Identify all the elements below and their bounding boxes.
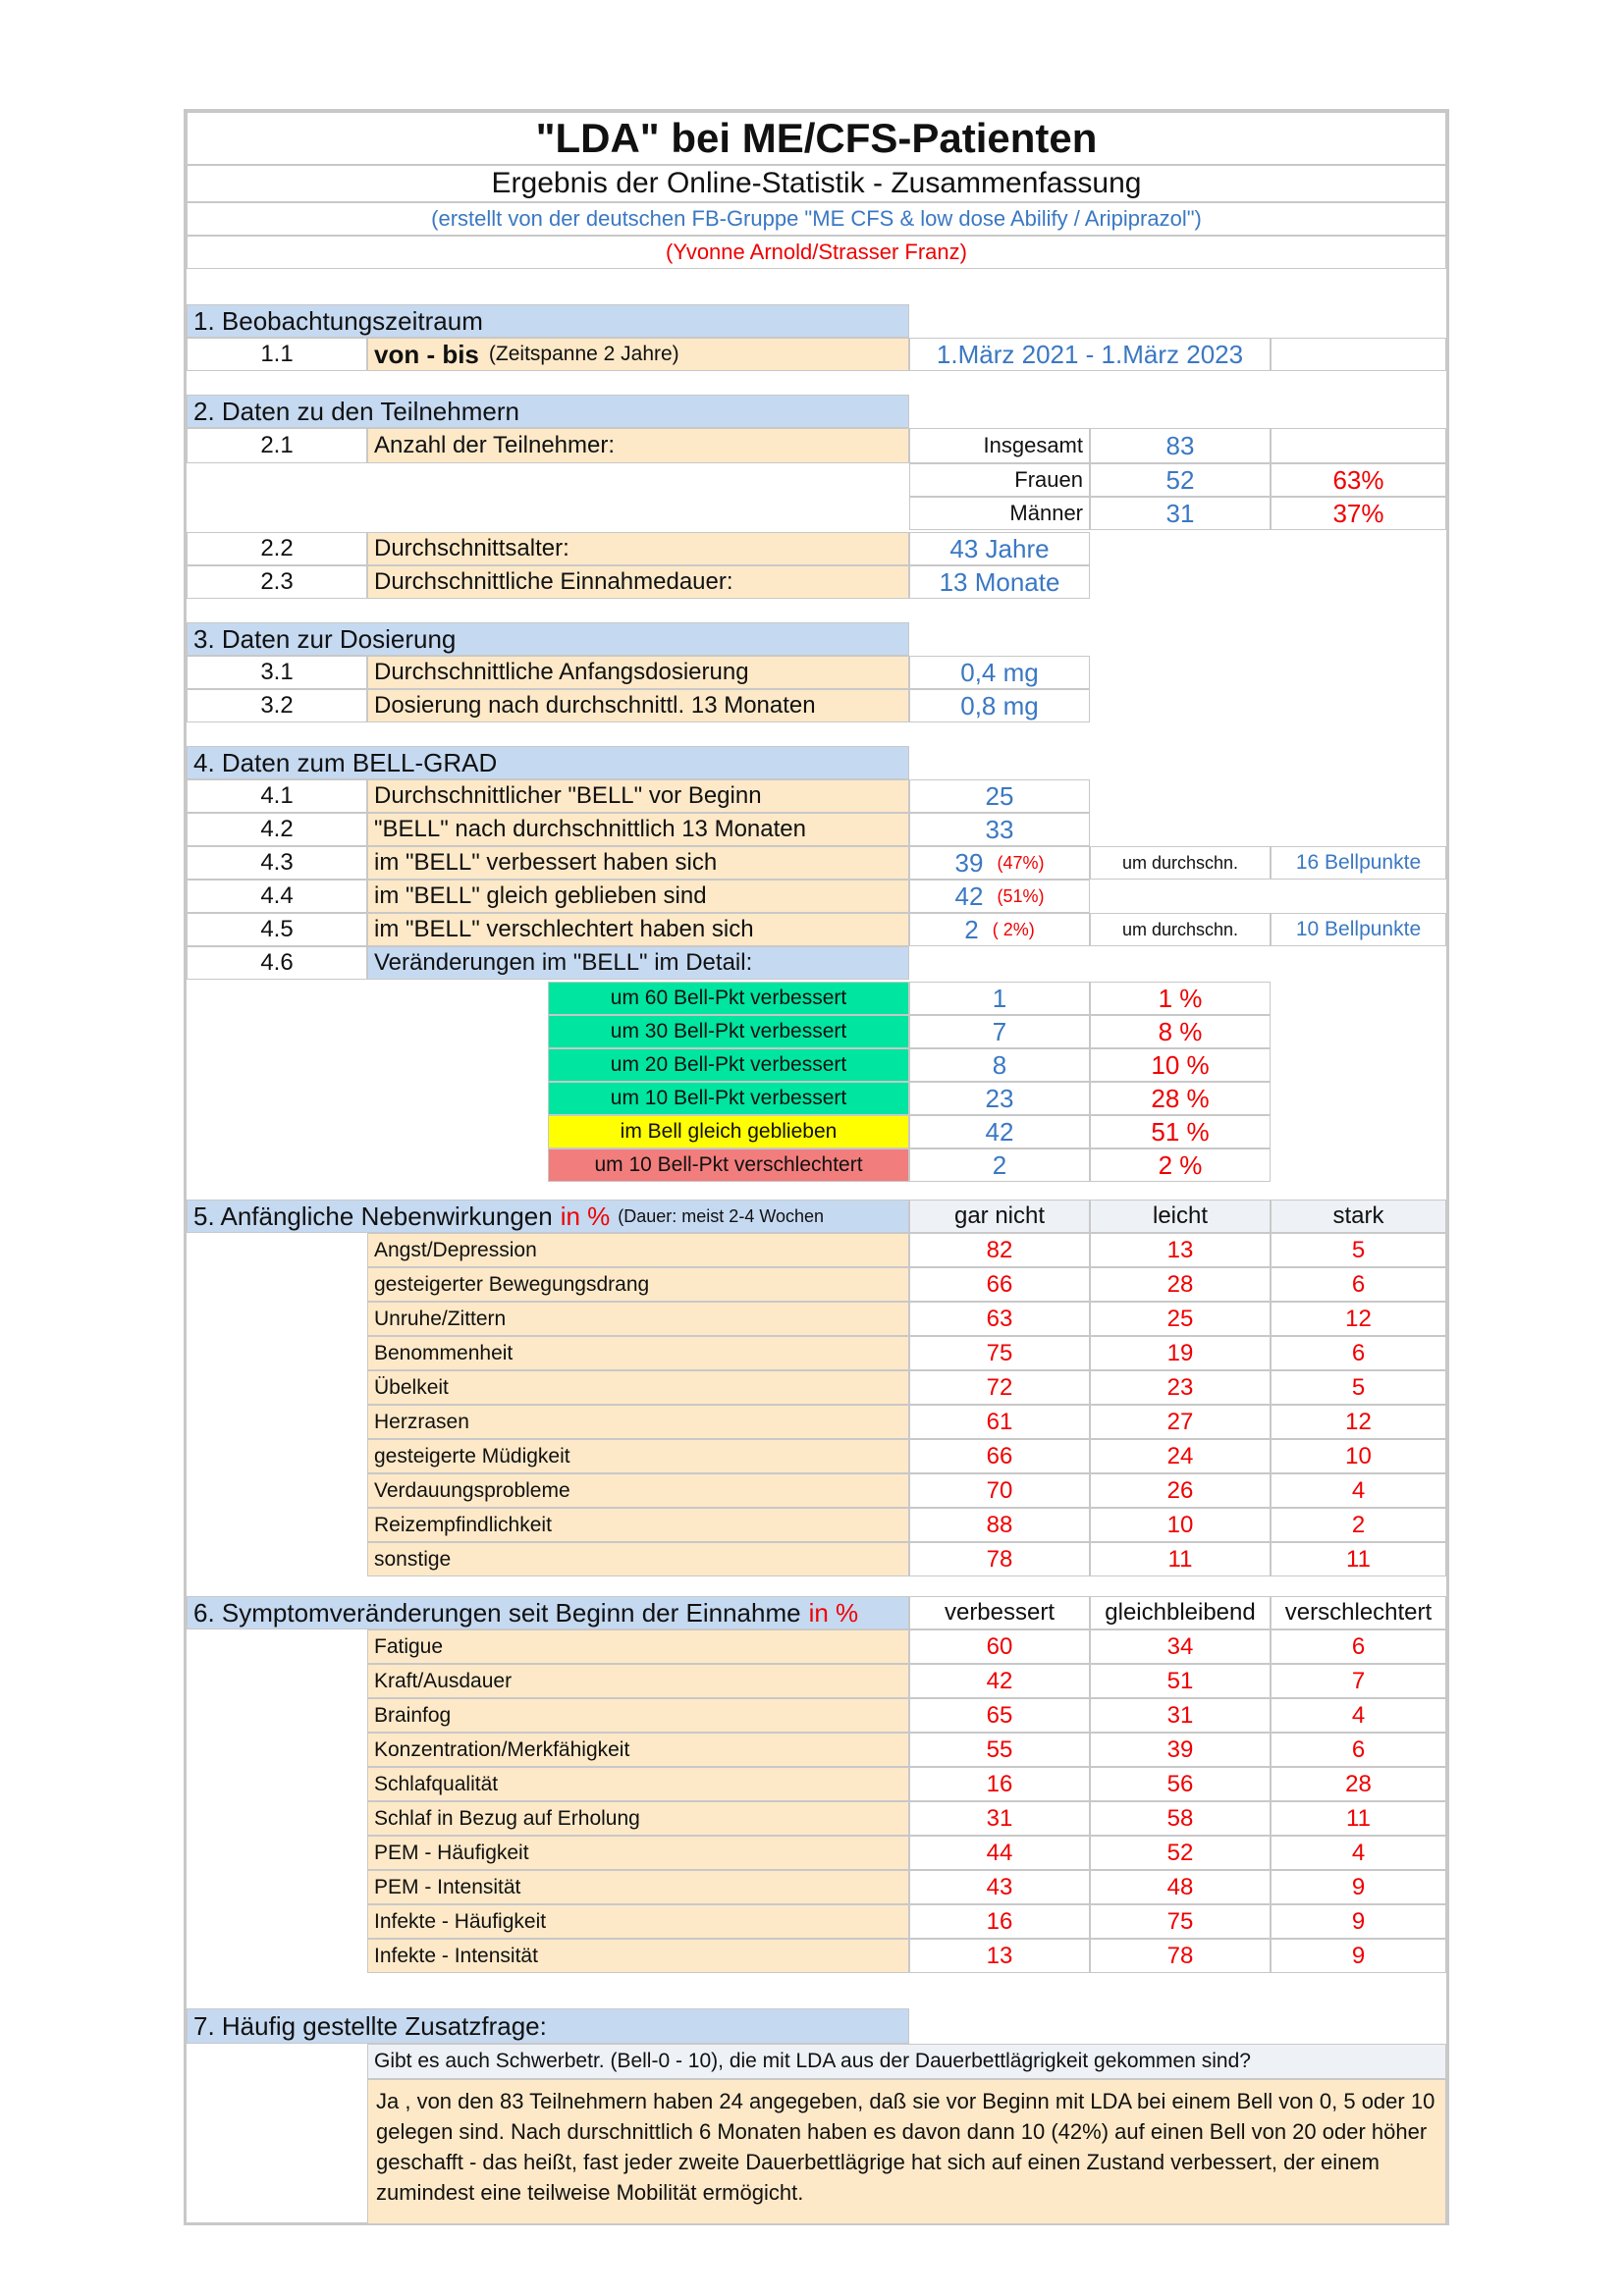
section-6-title-pct: in % — [808, 1597, 859, 1628]
side-effect-row-value: 10 — [1090, 1508, 1271, 1542]
side-effect-row-label: Unruhe/Zittern — [367, 1302, 909, 1336]
s4-row-num: 4.4 — [187, 880, 367, 913]
s3-r1-label: Durchschnittliche Anfangsdosierung — [367, 656, 909, 689]
symptom-row-label: PEM - Häufigkeit — [367, 1836, 909, 1870]
side-effect-row-label: Übelkeit — [367, 1370, 909, 1405]
side-effect-row-label: Verdauungsprobleme — [367, 1473, 909, 1508]
s4-row-label: "BELL" nach durchschnittlich 13 Monaten — [367, 813, 909, 846]
bell-detail-label: um 20 Bell-Pkt verbessert — [548, 1048, 909, 1082]
side-effect-row-value: 6 — [1271, 1267, 1446, 1302]
symptom-row-value: 6 — [1271, 1629, 1446, 1664]
s4-row-value-cell — [909, 846, 1090, 880]
summary-sheet — [184, 109, 1449, 2225]
s3-r1-value: 0,4 mg — [909, 656, 1090, 689]
s4-row-extra: um durchschn. — [1090, 913, 1271, 946]
symptom-row-value: 31 — [1090, 1698, 1271, 1733]
symptom-row-value: 16 — [909, 1904, 1090, 1939]
side-effect-row-value: 13 — [1090, 1233, 1271, 1267]
bell-detail-pct: 2 % — [1090, 1148, 1271, 1182]
symptom-row-value: 28 — [1271, 1767, 1446, 1801]
s3-r2-label: Dosierung nach durchschnittl. 13 Monaten — [367, 689, 909, 722]
side-effect-row-label: Angst/Depression — [367, 1233, 909, 1267]
bell-detail-pct: 8 % — [1090, 1015, 1271, 1048]
symptom-row-value: 65 — [909, 1698, 1090, 1733]
symptom-row-value: 9 — [1271, 1870, 1446, 1904]
symptom-row-value: 42 — [909, 1664, 1090, 1698]
symptom-row-value: 16 — [909, 1767, 1090, 1801]
side-effect-row-value: 88 — [909, 1508, 1090, 1542]
symptom-row-value: 56 — [1090, 1767, 1271, 1801]
s1-note: (Zeitspanne 2 Jahre) — [488, 343, 679, 365]
s1-label-text: von - bis — [374, 339, 479, 369]
bell-detail-pct: 51 % — [1090, 1115, 1271, 1148]
symptom-row-value: 7 — [1271, 1664, 1446, 1698]
men-value: 31 — [1090, 497, 1271, 530]
s4-row-extra-value: 10 Bellpunkte — [1271, 913, 1446, 946]
symptom-row-label: PEM - Intensität — [367, 1870, 909, 1904]
side-effect-row-value: 25 — [1090, 1302, 1271, 1336]
section-3-title: 3. Daten zur Dosierung — [187, 622, 909, 656]
side-effect-row-value: 66 — [909, 1267, 1090, 1302]
s4-row-pct: (51%) — [997, 885, 1045, 906]
side-effect-row-label: gesteigerter Bewegungsdrang — [367, 1267, 909, 1302]
men-label: Männer — [909, 497, 1090, 530]
section-4-title: 4. Daten zum BELL-GRAD — [187, 746, 909, 779]
s4-row-num: 4.3 — [187, 846, 367, 880]
s4-row-value-cell — [909, 913, 1090, 946]
symptom-row-value: 55 — [909, 1733, 1090, 1767]
symptom-row-label: Schlaf in Bezug auf Erholung — [367, 1801, 909, 1836]
side-effect-row-value: 26 — [1090, 1473, 1271, 1508]
side-effect-row-value: 12 — [1271, 1302, 1446, 1336]
s1-num: 1.1 — [187, 338, 367, 371]
symptom-row-label: Brainfog — [367, 1698, 909, 1733]
bell-detail-label: um 30 Bell-Pkt verbessert — [548, 1015, 909, 1048]
s1-value: 1.März 2021 - 1.März 2023 — [909, 338, 1271, 371]
symptom-row-value: 60 — [909, 1629, 1090, 1664]
total-empty — [1271, 428, 1446, 463]
section-6-title-cell — [187, 1596, 909, 1629]
s4-row-extra-value: 16 Bellpunkte — [1271, 846, 1446, 880]
s2-r3-num: 2.3 — [187, 565, 367, 599]
s4-row-label: im "BELL" verschlechtert haben sich — [367, 913, 909, 946]
men-pct: 37% — [1271, 497, 1446, 530]
s4-row-num: 4.2 — [187, 813, 367, 846]
s6-col-header: verschlechtert — [1271, 1596, 1446, 1629]
authors-line: (Yvonne Arnold/Strasser Franz) — [187, 236, 1446, 269]
page-subtitle: Ergebnis der Online-Statistik - Zusammenfassung — [187, 165, 1446, 202]
s4-row-extra: um durchschn. — [1090, 846, 1271, 880]
bell-detail-pct: 1 % — [1090, 982, 1271, 1015]
s4-row-value-cell — [909, 880, 1090, 913]
bell-detail-value: 7 — [909, 1015, 1090, 1048]
bell-detail-pct: 28 % — [1090, 1082, 1271, 1115]
side-effect-row-value: 5 — [1271, 1233, 1446, 1267]
symptom-row-value: 39 — [1090, 1733, 1271, 1767]
symptom-row-value: 48 — [1090, 1870, 1271, 1904]
side-effect-row-value: 11 — [1090, 1542, 1271, 1576]
s2-r1-num: 2.1 — [187, 428, 367, 463]
bell-detail-label: um 10 Bell-Pkt verbessert — [548, 1082, 909, 1115]
credit-line: (erstellt von der deutschen FB-Gruppe "ME CFS & low dose Abilify / Aripiprazol") — [187, 202, 1446, 236]
symptom-row-value: 31 — [909, 1801, 1090, 1836]
total-value: 83 — [1090, 428, 1271, 463]
s4-row-num: 4.1 — [187, 779, 367, 813]
side-effect-row-label: sonstige — [367, 1542, 909, 1576]
women-value: 52 — [1090, 463, 1271, 497]
s4-row-value: 2 — [964, 914, 979, 944]
bell-detail-label: im Bell gleich geblieben — [548, 1115, 909, 1148]
section-5-title: 5. Anfängliche Nebenwirkungen — [193, 1201, 553, 1231]
s4-row-label: im "BELL" verbessert haben sich — [367, 846, 909, 880]
s4-row-label: im "BELL" gleich geblieben sind — [367, 880, 909, 913]
s5-col-header: leicht — [1090, 1200, 1271, 1233]
side-effect-row-value: 78 — [909, 1542, 1090, 1576]
s4-row-value: 33 — [909, 813, 1090, 846]
section-2-title: 2. Daten zu den Teilnehmern — [187, 395, 909, 428]
page-title: "LDA" bei ME/CFS-Patienten — [187, 112, 1446, 165]
symptom-row-label: Konzentration/Merkfähigkeit — [367, 1733, 909, 1767]
side-effect-row-value: 28 — [1090, 1267, 1271, 1302]
s2-r3-label: Durchschnittliche Einnahmedauer: — [367, 565, 909, 599]
faq-question: Gibt es auch Schwerbetr. (Bell-0 - 10), die mit LDA aus der Dauerbettlägrigkeit gekommen sind? — [367, 2044, 1446, 2079]
side-effect-row-label: Benommenheit — [367, 1336, 909, 1370]
s2-r2-label: Durchschnittsalter: — [367, 532, 909, 565]
side-effect-row-value: 6 — [1271, 1336, 1446, 1370]
side-effect-row-value: 61 — [909, 1405, 1090, 1439]
s4-row-value: 42 — [954, 881, 984, 911]
s2-r3-value: 13 Monate — [909, 565, 1090, 599]
symptom-row-label: Fatigue — [367, 1629, 909, 1664]
symptom-row-value: 6 — [1271, 1733, 1446, 1767]
side-effect-row-value: 82 — [909, 1233, 1090, 1267]
side-effect-row-value: 23 — [1090, 1370, 1271, 1405]
side-effect-row-value: 70 — [909, 1473, 1090, 1508]
s6-col-header: gleichbleibend — [1090, 1596, 1271, 1629]
total-label: Insgesamt — [909, 428, 1090, 463]
symptom-row-label: Infekte - Intensität — [367, 1939, 909, 1973]
side-effect-row-value: 19 — [1090, 1336, 1271, 1370]
s1-label — [367, 338, 909, 371]
side-effect-row-value: 5 — [1271, 1370, 1446, 1405]
side-effect-row-value: 66 — [909, 1439, 1090, 1473]
side-effect-row-label: Herzrasen — [367, 1405, 909, 1439]
symptom-row-value: 4 — [1271, 1698, 1446, 1733]
s2-r2-value: 43 Jahre — [909, 532, 1090, 565]
side-effect-row-value: 11 — [1271, 1542, 1446, 1576]
symptom-row-value: 75 — [1090, 1904, 1271, 1939]
symptom-row-value: 44 — [909, 1836, 1090, 1870]
s3-r2-num: 3.2 — [187, 689, 367, 722]
s3-r2-value: 0,8 mg — [909, 689, 1090, 722]
s4-row-pct: (47%) — [997, 852, 1045, 873]
side-effect-row-value: 4 — [1271, 1473, 1446, 1508]
section-5-title-pct: in % — [560, 1201, 611, 1231]
women-label: Frauen — [909, 463, 1090, 497]
s2-r1-label: Anzahl der Teilnehmer: — [367, 428, 909, 463]
symptom-row-label: Schlafqualität — [367, 1767, 909, 1801]
s5-col-header: gar nicht — [909, 1200, 1090, 1233]
bell-detail-value: 8 — [909, 1048, 1090, 1082]
bell-detail-label: um 10 Bell-Pkt verschlechtert — [548, 1148, 909, 1182]
women-pct: 63% — [1271, 463, 1446, 497]
symptom-row-label: Kraft/Ausdauer — [367, 1664, 909, 1698]
section-7-title: 7. Häufig gestellte Zusatzfrage: — [187, 2008, 909, 2044]
s6-col-header: verbessert — [909, 1596, 1090, 1629]
bell-detail-value: 2 — [909, 1148, 1090, 1182]
s2-r2-num: 2.2 — [187, 532, 367, 565]
side-effect-row-label: gesteigerte Müdigkeit — [367, 1439, 909, 1473]
s4-row-num: 4.6 — [187, 946, 367, 980]
side-effect-row-value: 27 — [1090, 1405, 1271, 1439]
section-5-title-cell — [187, 1200, 909, 1233]
s3-r1-num: 3.1 — [187, 656, 367, 689]
symptom-row-value: 13 — [909, 1939, 1090, 1973]
symptom-row-value: 34 — [1090, 1629, 1271, 1664]
symptom-row-value: 58 — [1090, 1801, 1271, 1836]
side-effect-row-value: 24 — [1090, 1439, 1271, 1473]
side-effect-row-value: 12 — [1271, 1405, 1446, 1439]
side-effect-row-value: 72 — [909, 1370, 1090, 1405]
bell-detail-value: 42 — [909, 1115, 1090, 1148]
symptom-row-value: 11 — [1271, 1801, 1446, 1836]
side-effect-row-value: 10 — [1271, 1439, 1446, 1473]
symptom-row-value: 9 — [1271, 1904, 1446, 1939]
faq-answer: Ja , von den 83 Teilnehmern haben 24 angegeben, daß sie vor Beginn mit LDA bei einem Bell von 0, 5 oder 10 gelegen sind. Nach durschnittlich 6 Monaten haben es davon dann 10 (42%) auf einen Bell von 20 oder höher geschafft - das heißt, fast jeder zweite Dauerbettlägrige hat sich auf einen Zustand verbessert, der einem zumindest eine teilweise Mobilität ermögicht. — [367, 2079, 1446, 2224]
symptom-row-value: 4 — [1271, 1836, 1446, 1870]
section-6-title: 6. Symptomveränderungen seit Beginn der Einnahme — [193, 1597, 801, 1628]
symptom-row-value: 43 — [909, 1870, 1090, 1904]
bell-detail-pct: 10 % — [1090, 1048, 1271, 1082]
section-1-title: 1. Beobachtungszeitraum — [187, 304, 909, 338]
bell-detail-value: 1 — [909, 982, 1090, 1015]
side-effect-row-label: Reizempfindlichkeit — [367, 1508, 909, 1542]
side-effect-row-value: 2 — [1271, 1508, 1446, 1542]
s4-row-value: 39 — [954, 847, 984, 878]
bell-detail-label: um 60 Bell-Pkt verbessert — [548, 982, 909, 1015]
symptom-row-value: 78 — [1090, 1939, 1271, 1973]
s4-row-value: 25 — [909, 779, 1090, 813]
side-effect-row-value: 63 — [909, 1302, 1090, 1336]
symptom-row-value: 51 — [1090, 1664, 1271, 1698]
s4-row-label: Veränderungen im "BELL" im Detail: — [367, 946, 909, 980]
bell-detail-value: 23 — [909, 1082, 1090, 1115]
s4-row-num: 4.5 — [187, 913, 367, 946]
symptom-row-value: 52 — [1090, 1836, 1271, 1870]
section-5-note: (Dauer: meist 2-4 Wochen — [618, 1205, 825, 1226]
s4-row-label: Durchschnittlicher "BELL" vor Beginn — [367, 779, 909, 813]
s1-empty — [1271, 338, 1446, 371]
side-effect-row-value: 75 — [909, 1336, 1090, 1370]
s4-row-pct: ( 2%) — [992, 919, 1035, 939]
symptom-row-label: Infekte - Häufigkeit — [367, 1904, 909, 1939]
symptom-row-value: 9 — [1271, 1939, 1446, 1973]
s5-col-header: stark — [1271, 1200, 1446, 1233]
